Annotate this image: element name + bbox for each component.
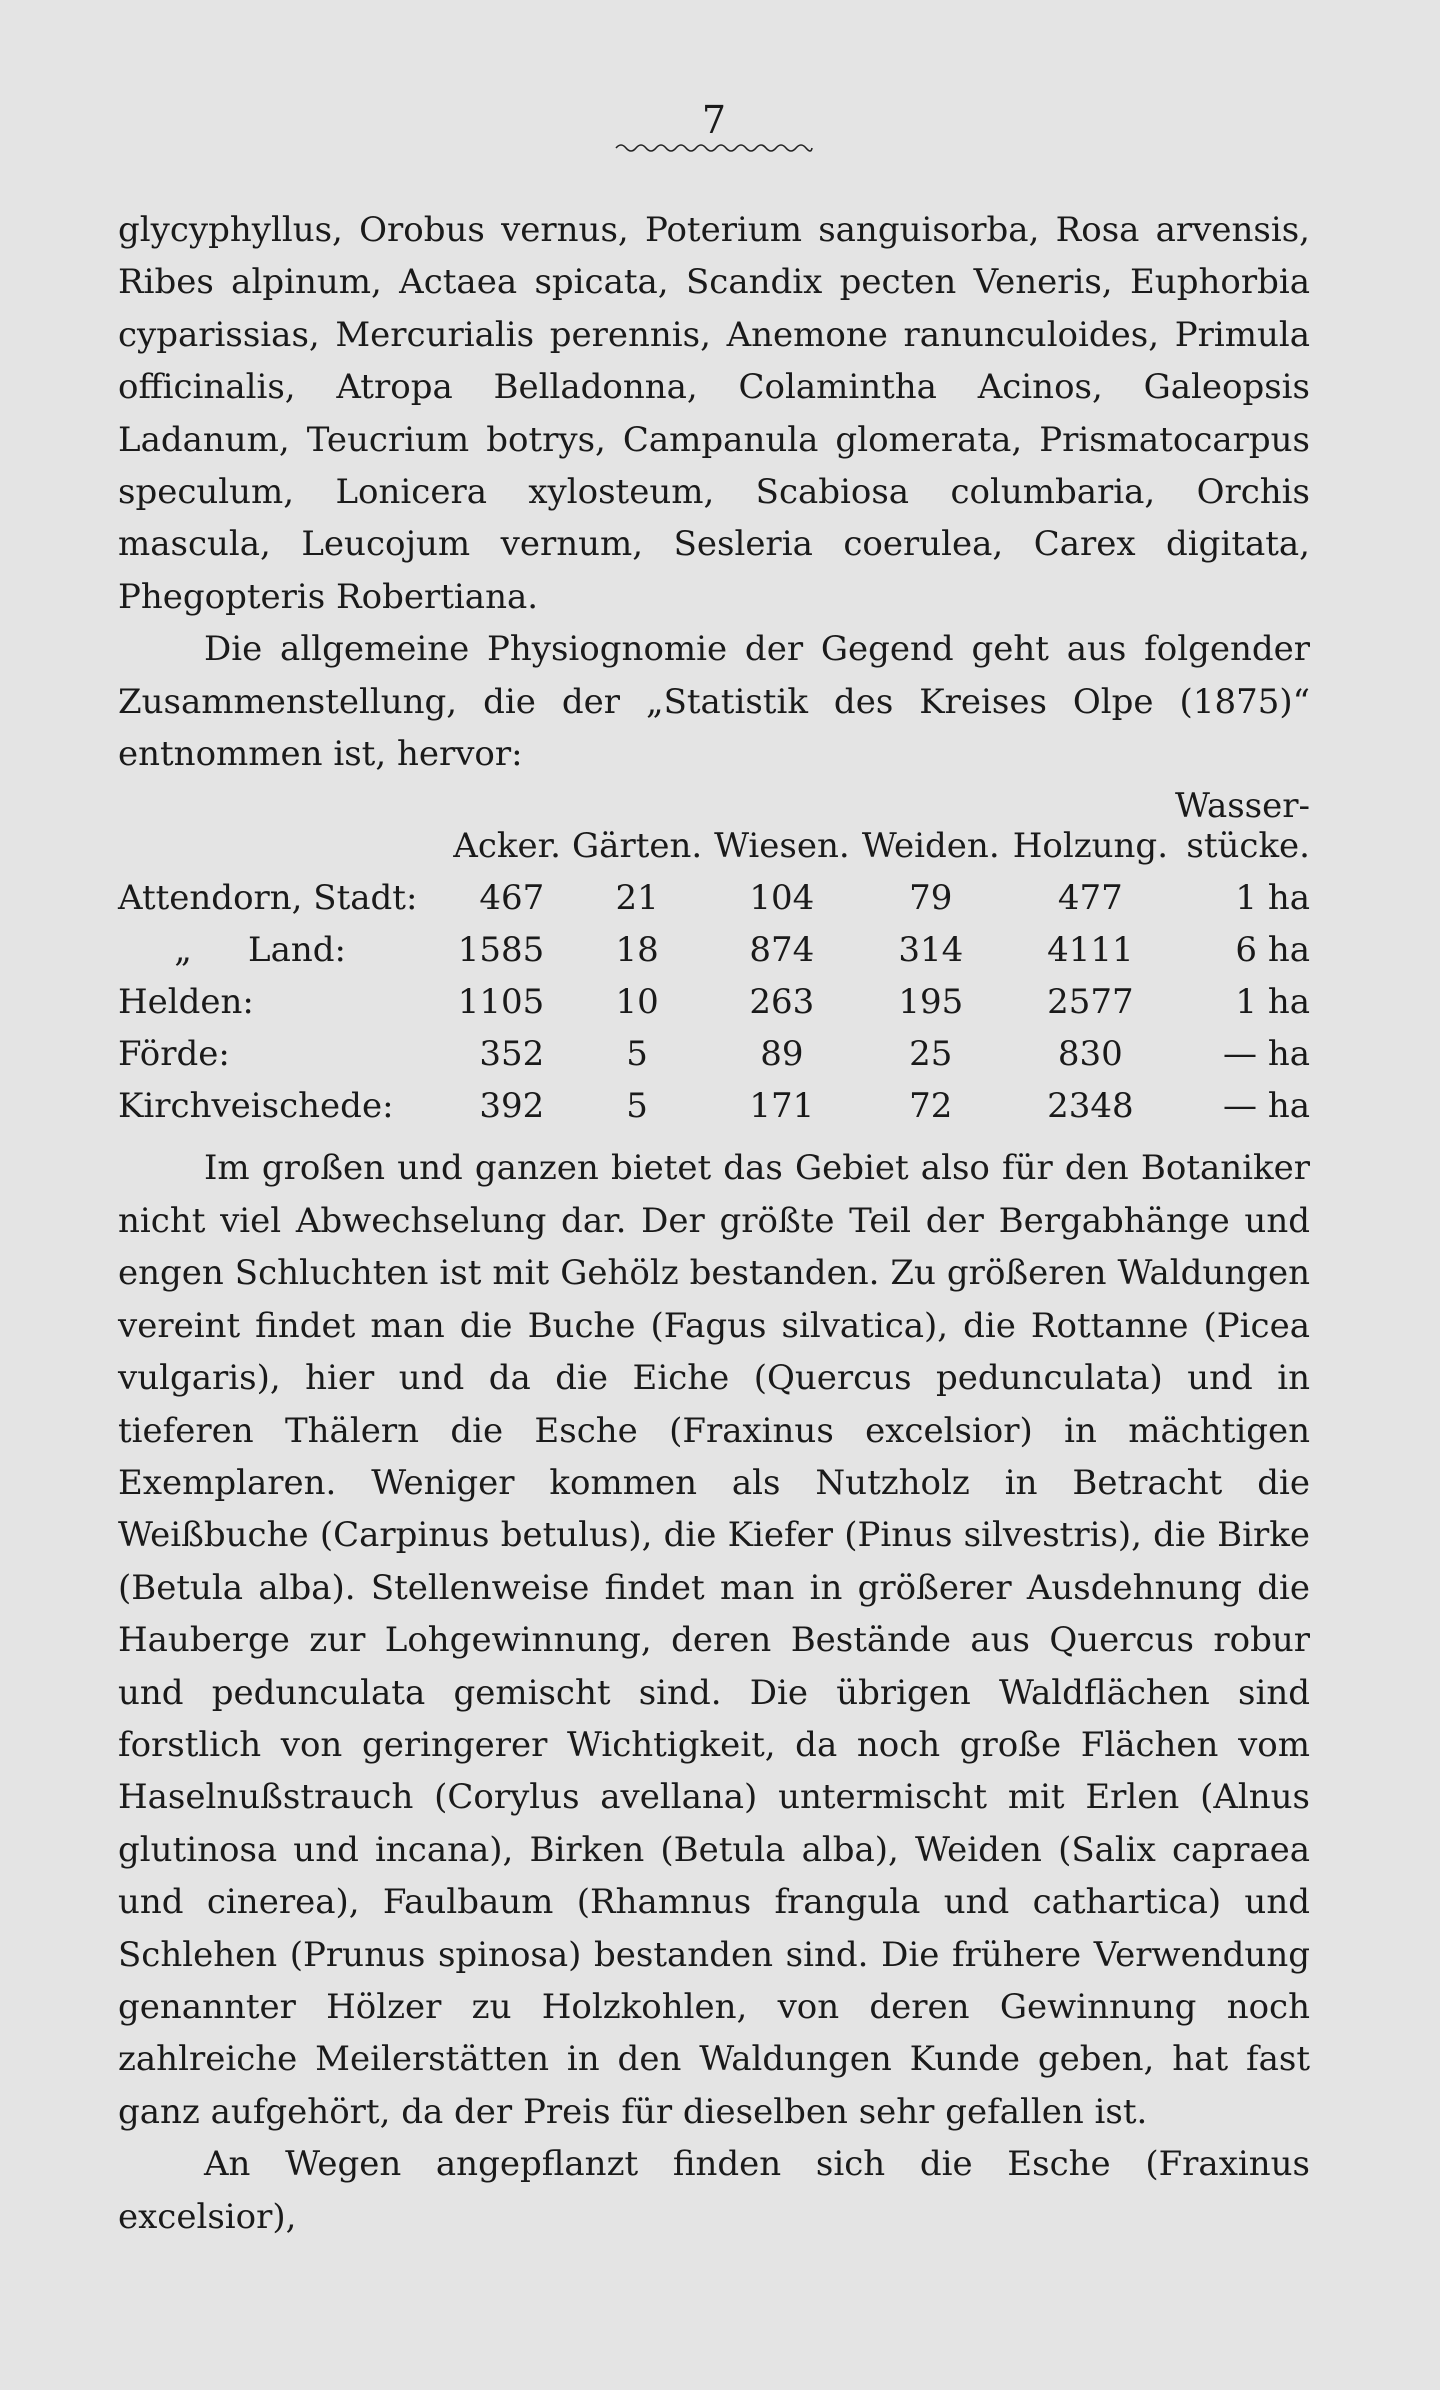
cell-wasserstuecke: — ha: [1223, 1086, 1310, 1127]
wavy-rule-ornament: [614, 140, 814, 154]
table-row: [118, 1080, 1310, 1132]
table-header-row: [118, 786, 1310, 872]
cell-holzung: 2577: [1047, 982, 1134, 1023]
cell-holzung: 4111: [1047, 930, 1134, 971]
row-place: Kirchveischede:: [118, 1086, 394, 1127]
species-list-paragraph: glycyphyllus, Orobus vernus, Poterium sanguisorba, Rosa arvensis, Ribes alpinum, Actaea spicata, Scandix pecten Veneris, Euphorbia cyparissias, Mercurialis perennis, Anemone ranunculoides, Primula officinalis, Atropa Belladonna, Colamintha Acinos, Galeopsis Ladanum, Teucrium botrys, Campanula glomerata, Prismatocarpus speculum, Lonicera xylosteum, Scabiosa columbaria, Orchis mascula, Leucojum vernum, Sesleria coerulea, Carex digitata, Phegopteris Robertiana.: [118, 210, 1310, 617]
cell-wasserstuecke: 1 ha: [1235, 982, 1310, 1023]
cell-wasserstuecke: 1 ha: [1235, 878, 1310, 919]
cell-weiden: 25: [909, 1034, 953, 1075]
cell-weiden: 195: [898, 982, 964, 1023]
cell-acker: 392: [479, 1086, 545, 1127]
header-acker: Acker.: [453, 826, 561, 867]
cell-holzung: 477: [1057, 878, 1123, 919]
table-row: [118, 924, 1310, 976]
cell-wiesen: 263: [749, 982, 815, 1023]
row-place-label: Land:: [248, 930, 346, 971]
cell-wiesen: 874: [749, 930, 815, 971]
cell-wasserstuecke: 6 ha: [1235, 930, 1310, 971]
cell-gaerten: 5: [626, 1034, 648, 1075]
row-place: [118, 924, 448, 976]
cell-weiden: 72: [909, 1086, 953, 1127]
row-place: Förde:: [118, 1034, 230, 1075]
header-gaerten: Gärten.: [572, 826, 703, 867]
header-wiesen: Wiesen.: [714, 826, 850, 867]
ditto-mark: „: [174, 930, 192, 971]
land-use-table: [118, 786, 1310, 1132]
row-place: Attendorn, Stadt:: [118, 878, 418, 919]
header-wasserstuecke: Wasser-stücke.: [1174, 786, 1310, 867]
cell-holzung: 2348: [1047, 1086, 1134, 1127]
header-holzung: Holzung.: [1012, 826, 1169, 867]
forestry-paragraph: Im großen und ganzen bietet das Gebiet also für den Botaniker nicht viel Abwechselung dar. Der größte Teil der Bergabhänge und engen Schluchten ist mit Gehölz bestanden. Zu größeren Waldungen vereint findet man die Buche (Fagus silvatica), die Rottanne (Picea vulgaris), hier und da die Eiche (Quercus pedunculata) und in tieferen Thälern die Esche (Fraxinus excelsior) in mächtigen Exemplaren. Weniger kommen als Nutzholz in Betracht die Weißbuche (Carpinus betulus), die Kiefer (Pinus silvestris), die Birke (Betula alba). Stellenweise findet man in größerer Ausdehnung die Hauberge zur Lohgewinnung, deren Bestände aus Quercus robur und pedunculata gemischt sind. Die übrigen Waldflächen sind forstlich von geringerer Wichtigkeit, da noch große Flächen vom Haselnußstrauch (Corylus avellana) untermischt mit Erlen (Alnus glutinosa und incana), Birken (Betula alba), Weiden (Salix capraea und cinerea), Faulbaum (Rhamnus frangula und cathartica) und Schlehen (Prunus spinosa) bestanden sind. Die frühere Verwendung genannter Hölzer zu Holzkohlen, von deren Gewinnung noch zahlreiche Meilerstätten in den Waldungen Kunde geben, hat fast ganz aufgehört, da der Preis für dieselben sehr gefallen ist.: [118, 1148, 1310, 2132]
cell-gaerten: 10: [615, 982, 659, 1023]
cell-wiesen: 104: [749, 878, 815, 919]
cell-weiden: 314: [898, 930, 964, 971]
cell-acker: 352: [479, 1034, 545, 1075]
cell-acker: 1585: [457, 930, 545, 971]
table-row: [118, 976, 1310, 1028]
header-weiden: Weiden.: [861, 826, 1000, 867]
cell-gaerten: 18: [615, 930, 659, 971]
cell-gaerten: 5: [626, 1086, 648, 1127]
cell-holzung: 830: [1057, 1034, 1123, 1075]
header-place: [118, 786, 448, 872]
cell-weiden: 79: [909, 878, 953, 919]
cell-acker: 467: [479, 878, 545, 919]
row-place: Helden:: [118, 982, 254, 1023]
cell-gaerten: 21: [615, 878, 659, 919]
table-row: [118, 1028, 1310, 1080]
cell-wiesen: 89: [760, 1034, 804, 1075]
cell-acker: 1105: [457, 982, 545, 1023]
table-intro-paragraph: Die allgemeine Physiognomie der Gegend geht aus folgender Zusammenstellung, die der „Statistik des Kreises Olpe (1875)“ entnommen ist, hervor:: [118, 629, 1310, 775]
cell-wasserstuecke: — ha: [1223, 1034, 1310, 1075]
table-row: [118, 872, 1310, 924]
closing-paragraph: An Wegen angepflanzt finden sich die Esche (Fraxinus excelsior),: [118, 2144, 1310, 2237]
page-number: 7: [701, 98, 727, 142]
cell-wiesen: 171: [749, 1086, 815, 1127]
